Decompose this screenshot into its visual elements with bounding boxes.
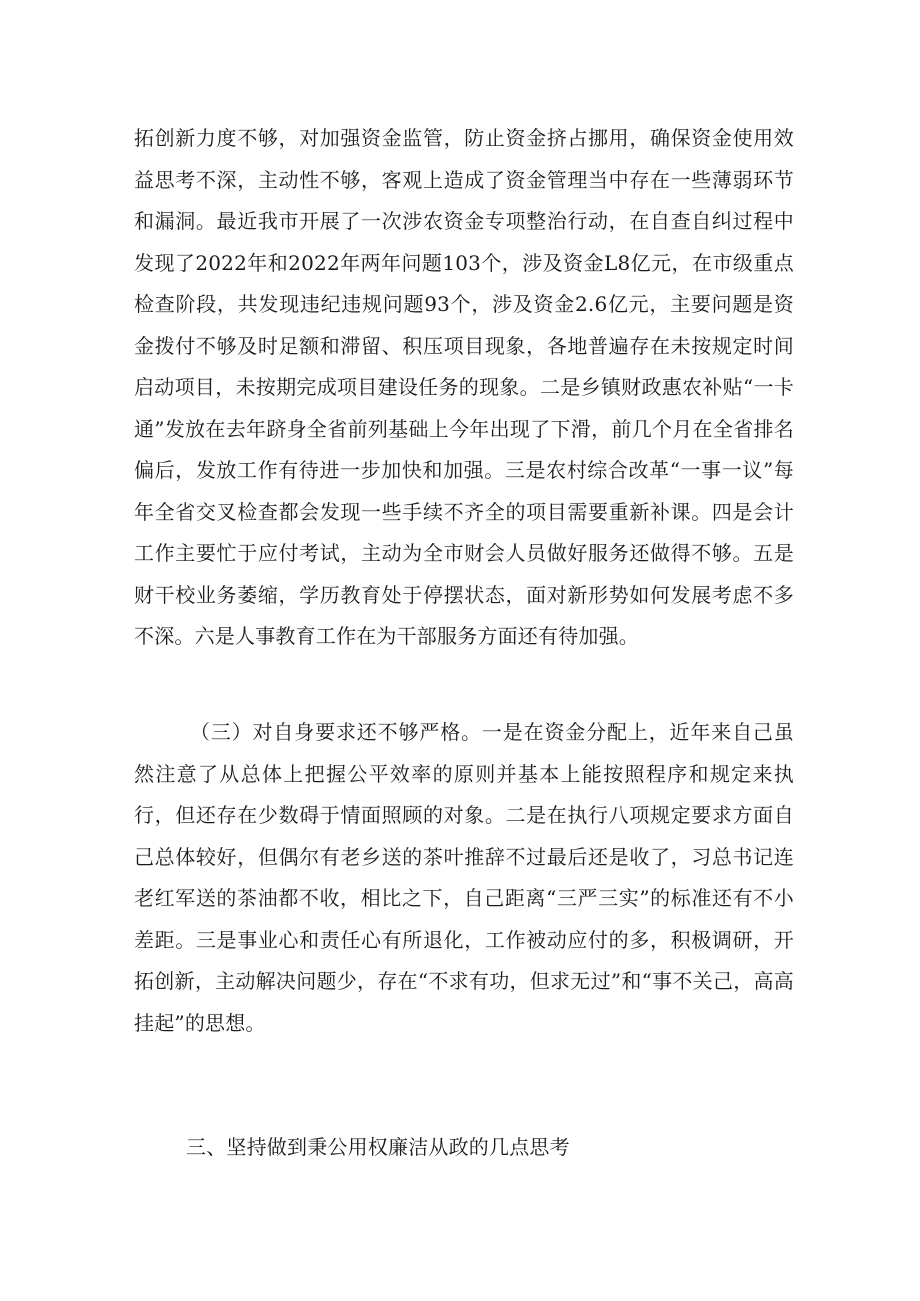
section-heading: 三、坚持做到秉公用权廉洁从政的几点思考: [186, 1135, 570, 1159]
body-paragraph-2: （三）对自身要求还不够严格。一是在资金分配上，近年来自己虽然注意了从总体上把握公平效率的原则并基本上能按照程序和规定来执行，但还存在少数碍于情面照顾的对象。二是在执行八项规定要求方面自己总体较好，但偶尔有老乡送的茶叶推辞不过最后还是收了，习总书记连老红军送的茶油都不收，相比之下，自己距离“三严三实”的标准还有不小差距。三是事业心和责任心有所退化，工作被动应付的多，积极调研，开拓创新，主动解决问题少，存在“不求有功，但求无过”和“事不关己，高高挂起”的思想。: [134, 720, 794, 1035]
body-paragraph-1: 拓创新力度不够，对加强资金监管，防止资金挤占挪用，确保资金使用效益思考不深，主动性不够，客观上造成了资金管理当中存在一些薄弱环节和漏洞。最近我市开展了一次涉农资金专项整治行动，在自查自纠过程中发现了2022年和2022年两年问题103个，涉及资金L8亿元，在市级重点检查阶段，共发现违纪违规问题93个，涉及资金2.6亿元，主要问题是资金拨付不够及时足额和滞留、积压项目现象，各地普遍存在未按规定时间启动项目，未按期完成项目建设任务的现象。二是乡镇财政惠农补贴“一卡通”发放在去年跻身全省前列基础上今年出现了下滑，前几个月在全省排名偏后，发放工作有待进一步加快和加强。三是农村综合改革“一事一议”每年全省交叉检查都会发现一些手续不齐全的项目需要重新补课。四是会计工作主要忙于应付考试，主动为全市财会人员做好服务还做得不够。五是财干校业务萎缩，学历教育处于停摆状态，面对新形势如何发展考虑不多不深。六是人事教育工作在为干部服务方面还有待加强。: [134, 126, 794, 648]
